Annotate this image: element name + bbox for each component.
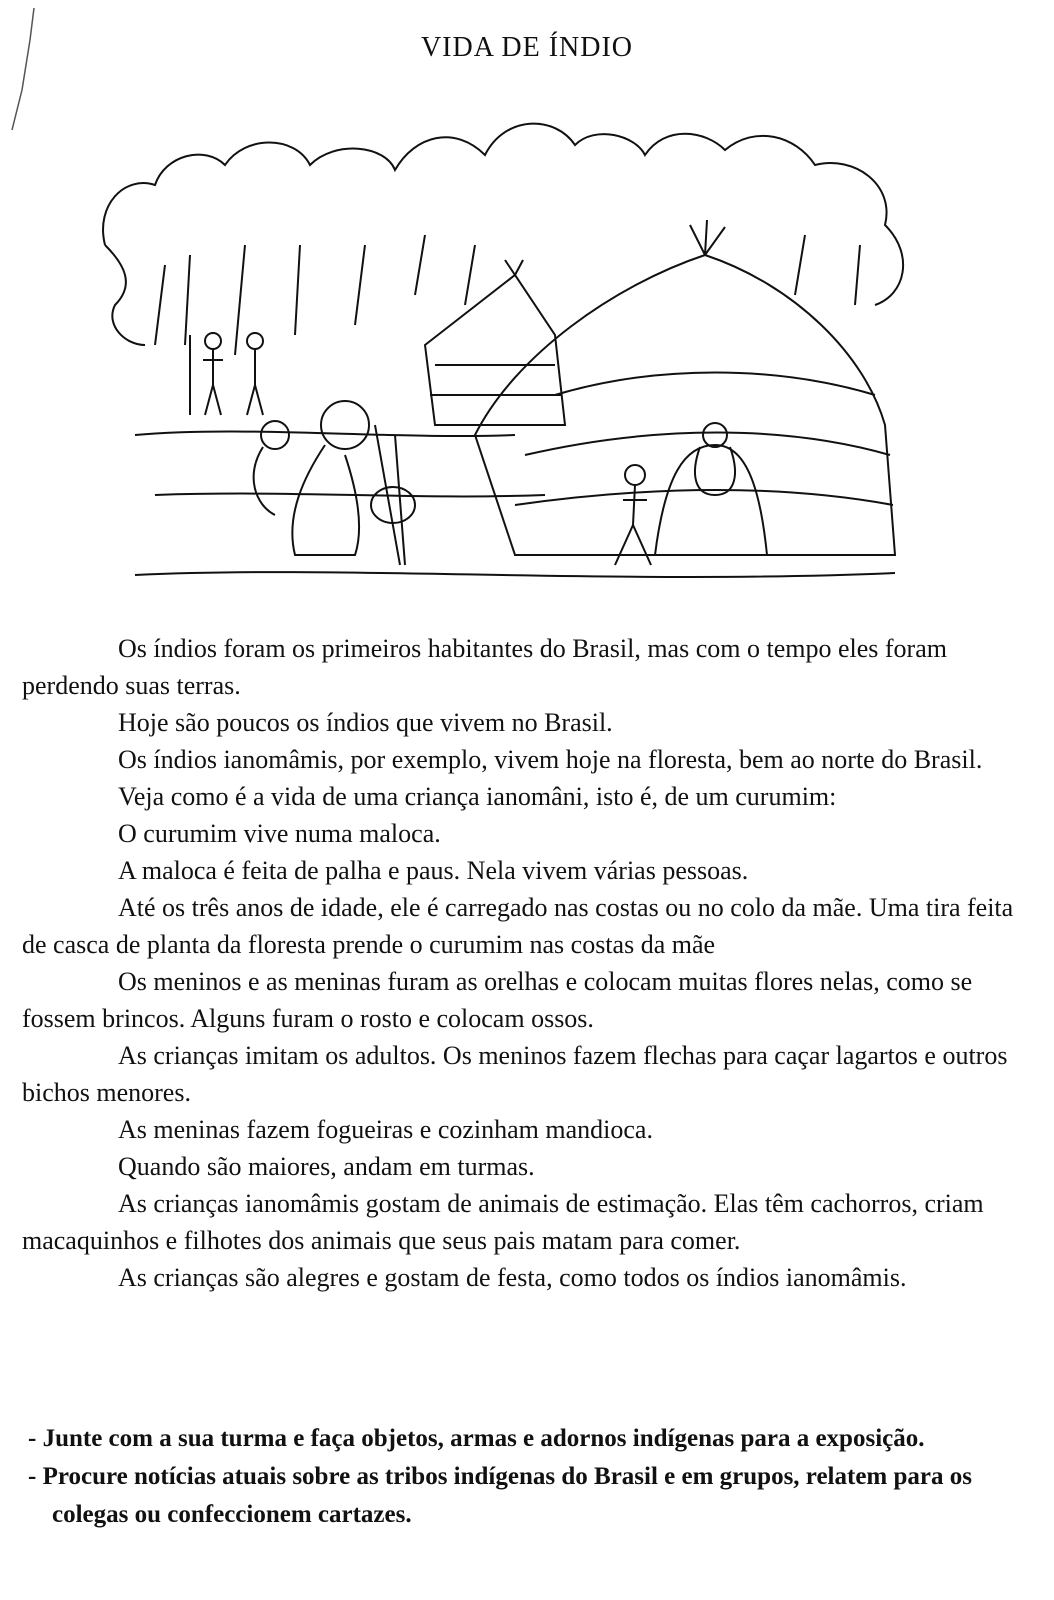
paragraph-3: Os índios ianomâmis, por exemplo, vivem hoje na floresta, bem ao norte do Brasil. — [118, 745, 983, 774]
paragraph-11: Quando são maiores, andam em turmas. — [118, 1152, 535, 1181]
paragraph-1: Os índios foram os primeiros habitantes do Brasil, mas com o tempo eles foram perdendo suas terras. — [22, 634, 947, 700]
paragraph-2: Hoje são poucos os índios que vivem no Brasil. — [118, 708, 613, 737]
page-title: VIDA DE ÍNDIO — [420, 32, 634, 63]
margin-line — [0, 0, 60, 140]
paragraph-8: Os meninos e as meninas furam as orelhas e colocam muitas flores nelas, como se fossem brincos. Alguns furam o rosto e colocam ossos. — [22, 967, 973, 1033]
indigenous-village-drawing-icon — [95, 95, 925, 595]
reading-text — [22, 630, 1032, 1296]
paragraph-13: As crianças são alegres e gostam de festa, como todos os índios ianomâmis. — [118, 1263, 907, 1292]
activity-list — [22, 1420, 1032, 1534]
paragraph-5: O curumim vive numa maloca. — [118, 819, 441, 848]
activity-item-1: - Junte com a sua turma e faça objetos, armas e adornos indígenas para a exposição. — [28, 1425, 925, 1452]
paragraph-6: A maloca é feita de palha e paus. Nela vivem várias pessoas. — [118, 856, 749, 885]
paragraph-12: As crianças ianomâmis gostam de animais de estimação. Elas têm cachorros, criam macaquinhos e filhotes dos animais que seus pais matam para comer. — [22, 1189, 984, 1255]
activity-item-2: - Procure notícias atuais sobre as tribos indígenas do Brasil e em grupos, relatem para os colegas ou confeccionem cartazes. — [28, 1463, 972, 1528]
paragraph-10: As meninas fazem fogueiras e cozinham mandioca. — [118, 1115, 653, 1144]
paragraph-7: Até os três anos de idade, ele é carregado nas costas ou no colo da mãe. Uma tira feita de casca de planta da floresta prende o curumim nas costas da mãe — [22, 893, 1014, 959]
paragraph-4: Veja como é a vida de uma criança ianomâni, isto é, de um curumim: — [118, 782, 837, 811]
paragraph-9: As crianças imitam os adultos. Os meninos fazem flechas para caçar lagartos e outros bichos menores. — [22, 1041, 1008, 1107]
